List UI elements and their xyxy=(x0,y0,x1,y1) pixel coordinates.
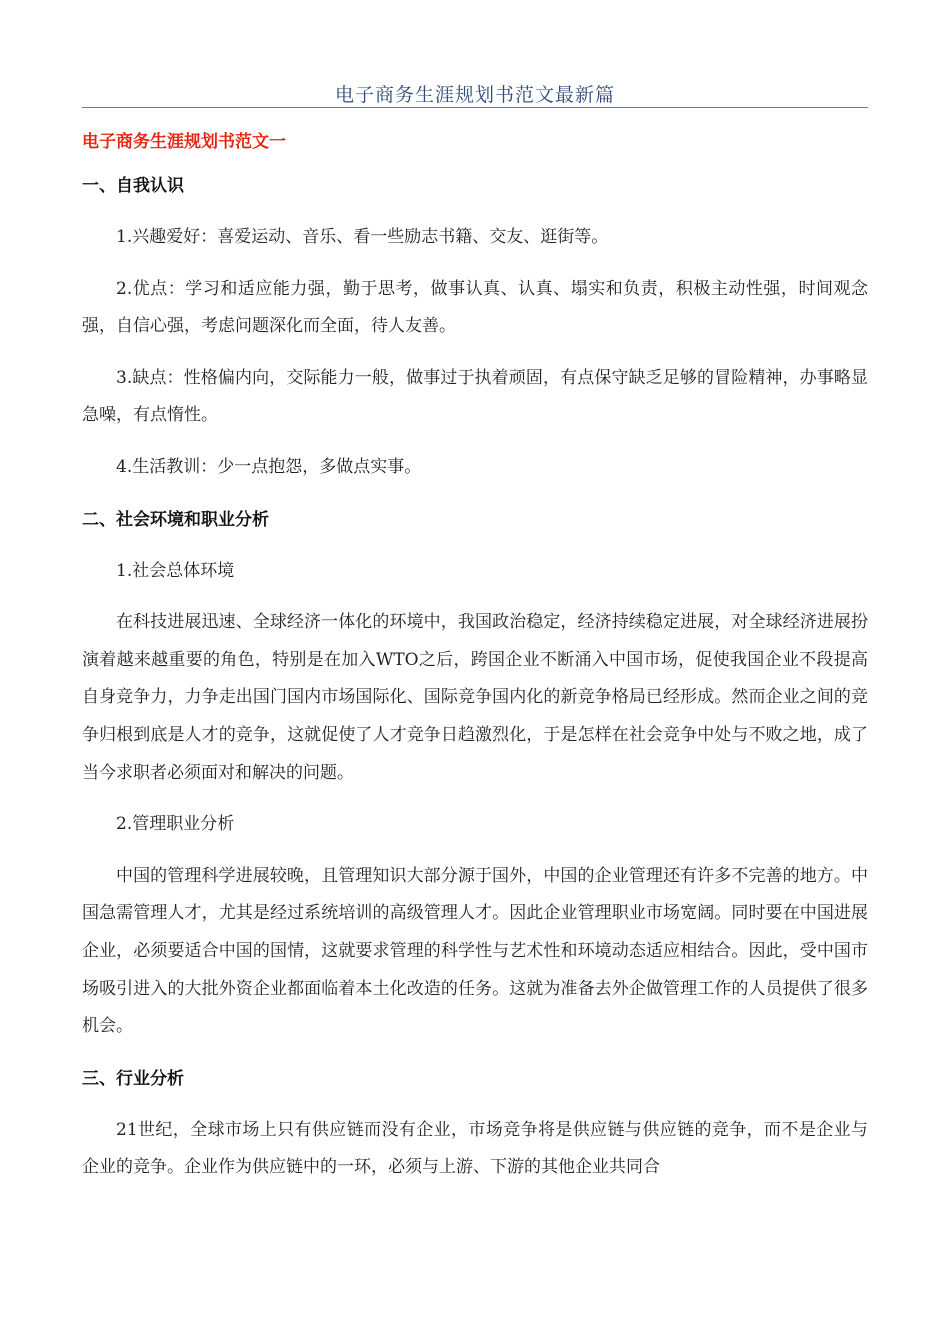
paragraph: 4.生活教训：少一点抱怨，多做点实事。 xyxy=(116,456,422,477)
section-heading-social: 二、社会环境和职业分析 xyxy=(82,509,269,530)
paragraph: 在科技进展迅速、全球经济一体化的环境中，我国政治稳定，经济持续稳定进展，对全球经济进展扮演着越来越重要的角色，特别是在加入WTO之后，跨国企业不断涌入中国市场，促使我国企业不段提高自身竞争力，力争走出国门国内市场国际化、国际竞争国内化的新竞争格局已经形成。然而企业之间的竞争归根到底是人才的竞争，这就促使了人才竞争日趋激烈化，于是怎样在社会竞争中处与不败之地，成了当今求职者必须面对和解决的问题。 xyxy=(82,612,868,783)
section-heading-industry: 三、行业分析 xyxy=(82,1068,184,1089)
paragraph: 中国的管理科学进展较晚，且管理知识大部分源于国外，中国的企业管理还有许多不完善的地方。中国急需管理人才，尤其是经过系统培训的高级管理人才。因此企业管理职业市场宽阔。同时要在中国进展企业，必须要适合中国的国情，这就要求管理的科学性与艺术性和环境动态适应相结合。因此，受中国市场吸引进入的大批外资企业都面临着本土化改造的任务。这就为准备去外企做管理工作的人员提供了很多机会。 xyxy=(82,865,868,1037)
paragraph: 21世纪，全球市场上只有供应链而没有企业，市场竞争将是供应链与供应链的竞争，而不是企业与企业的竞争。企业作为供应链中的一环，必须与上游、下游的其他企业共同合 xyxy=(82,1119,868,1178)
page-header: 电子商务生涯规划书范文最新篇 xyxy=(334,84,615,106)
section-heading-self: 一、自我认识 xyxy=(82,176,184,196)
header-divider xyxy=(82,107,868,108)
paragraph: 1.兴趣爱好：喜爱运动、音乐、看一些励志书籍、交友、逛街等。 xyxy=(116,227,609,247)
subheading: 2.管理职业分析 xyxy=(116,814,235,835)
paragraph: 2.优点：学习和适应能力强，勤于思考，做事认真、认真、塌实和负责，积极主动性强，时间观念强，自信心强，考虑问题深化而全面，待人友善。 xyxy=(82,278,868,337)
document-title: 电子商务生涯规划书范文一 xyxy=(82,132,286,152)
paragraph: 3.缺点：性格偏内向，交际能力一般，做事过于执着顽固，有点保守缺乏足够的冒险精神，办事略显急噪，有点惰性。 xyxy=(82,367,868,426)
document-body xyxy=(82,120,868,1187)
subheading: 1.社会总体环境 xyxy=(116,560,235,581)
